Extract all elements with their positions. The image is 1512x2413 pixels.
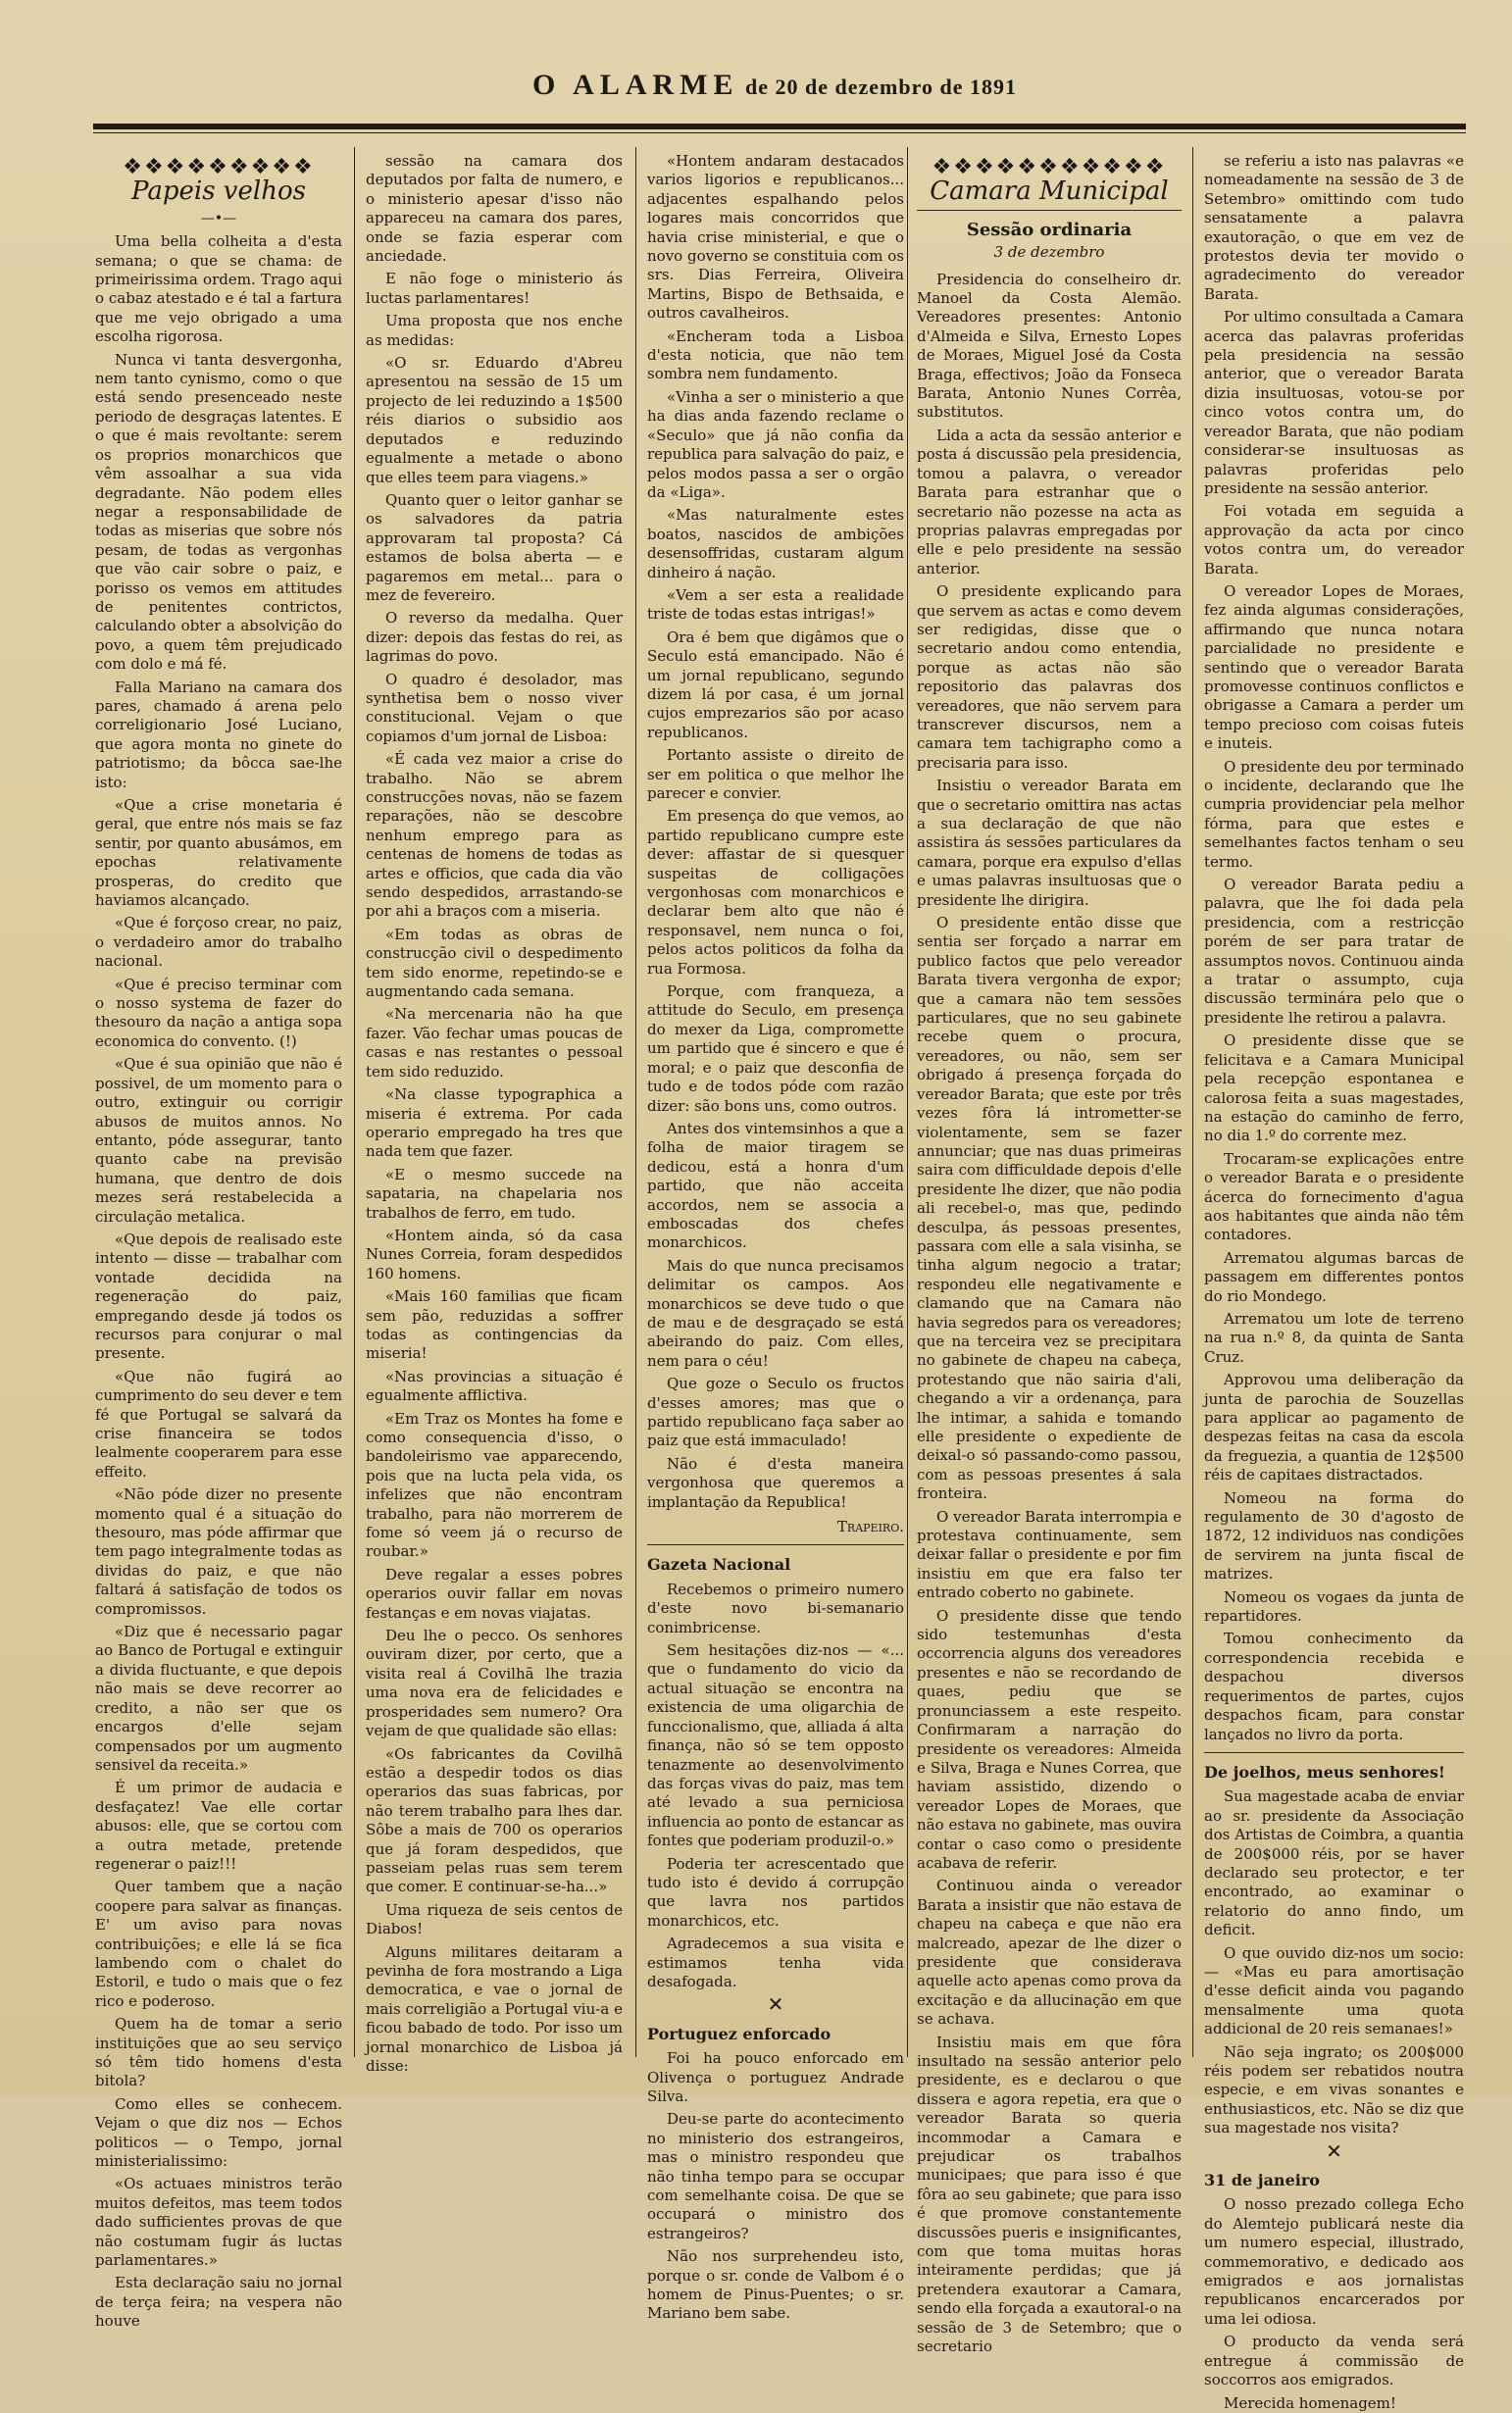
paragraph: Recebemos o primeiro numero d'este novo bi-semanario conimbricense. [647,1580,904,1636]
paragraph: Por ultimo consultada a Camara acerca das palavras proferidas pela presidencia na sessão anterior, que o vereador Barata dizia insultuosas, votou-se por cinco votos contra um, do vereador Barata, que não podiam considerar-se insultuosas as palavras proferidas pelo presidente na sessão anterior. [1204,308,1464,497]
paragraph: O quadro é desolador, mas synthetisa bem o nosso viver constitucional. Vejam o que copiamos d'um jornal de Lisboa: [366,670,623,745]
separator: —•— [200,210,237,226]
paragraph: «Mais 160 familias que ficam sem pão, reduzidas a soffrer todas as contingencias da miseria! [366,1287,623,1363]
paragraph: O presidente disse que se felicitava e a Camara Municipal pela recepção espontanea e calorosa feita a suas magestades, na estação do caminho de ferro, no dia 1.º do corrente mez. [1204,1031,1464,1145]
article-body [95,232,342,2331]
session-heading: Sessão ordinaria [966,219,1133,240]
paragraph: «É cada vez maior a crise do trabalho. Não se abrem construcções novas, não se fazem reparações, não se descobre nenhum emprego para as centenas de homens de todas as artes e officios, que cada dia vão sendo despedidos, arrastando-se por ahi a braços com a miseria. [366,750,623,921]
paragraph: «Encheram toda a Lisboa d'esta noticia, que não tem sombra nem fundamento. [647,327,904,383]
paragraph: «Diz que é necessario pagar ao Banco de Portugal e extinguir a divida fluctuante, e que depois não mais se deve recorrer ao credito, a não ser que os encargos d'elle sejam compensados por um augmento sensivel da receita.» [95,1623,342,1774]
paragraph: «Hontem ainda, só da casa Nunes Correia, foram despedidos 160 homens. [366,1226,623,1282]
paragraph: Uma riqueza de seis centos de Diabos! [366,1900,623,1938]
paragraph: «Em todas as obras de construcção civil o despedimento tem sido enorme, repetindo-se e augmentando cada semana. [366,925,623,1001]
paragraph: Tomou conhecimento da correspondencia recebida e despachou diversos requerimentos de partes, cujos despachos ficam, para constar lançados no livro da porta. [1204,1630,1464,1743]
paragraph: Agradecemos a sua visita e estimamos tenha vida desafogada. [647,1935,904,1990]
paragraph: «Que não fugirá ao cumprimento do seu dever e tem fé que Portugal se salvará da crise financeira se todos lealmente cooperarem para esse effeito. [95,1367,342,1481]
masthead-rule [93,124,1466,129]
paragraph: Esta declaração saiu no jornal de terça feira; na vespera não houve [95,2274,342,2331]
paragraph: Em presença do que vemos, ao partido republicano cumpre este dever: affastar de si quesquer suspeitas de colligações vergonhosas com monarchicos e declarar bem alto que não é responsavel, nem nunca o foi, pelos actos politicos da folha da rua Formosa. [647,807,904,978]
paragraph: «Que é forçoso crear, no paiz, o verdadeiro amor do trabalho nacional. [95,914,342,971]
paragraph: «Vinha a ser o ministerio a que ha dias anda fazendo reclame o «Seculo» que já não confia da republica para salvação do paiz, e pelos modos passa a ser o orgão da «Liga». [647,387,904,501]
masthead [88,69,1461,108]
paragraph: Como elles se conhecem. Vejam o que diz nos — Echos politicos — o Tempo, jornal ministerialissimo: [95,2094,342,2171]
paragraph: «Que a crise monetaria é geral, que entre nós mais se faz sentir, por quanto abusámos, em epochas relativamente prosperas, do credito que haviamos alcançado. [95,796,342,910]
paragraph: Arrematou um lote de terreno na rua n.º 8, da quinta de Santa Cruz. [1204,1309,1464,1366]
signature: Trapeiro. [836,1518,904,1536]
paragraph: Merecida homenagem! [1224,2393,1396,2412]
paragraph: É um primor de audacia e desfaçatez! Vae elle cortar abusos: elle, que se cortou com a outra metade, pretende regenerar o paiz!!! [95,1779,342,1873]
paragraph: «Hontem andaram destacados varios ligorios e republicanos... adjacentes espalhando pelos logares mais concorridos que havia crise ministerial, e que o novo governo se constituia com os srs. Dias Ferreira, Oliveira Martins, Bispo de Bethsaida, e outros cavalheiros. [647,152,904,323]
ornament-border: ❖❖❖❖❖❖❖❖❖ [123,155,315,179]
paragraph: Continuou ainda o vereador Barata a insistir que não estava de chapeu na cabeça e que não era malcreado, apezar de lhe dizer o presidente que considerava aquelle acto apenas como prova da excitação e da allucinação em que se achava. [917,1877,1182,2029]
article-body [1204,152,1464,1744]
paragraph: Não é d'esta maneira vergonhosa que queremos a implantação da Republica! [647,1454,904,1511]
paragraph: O producto da venda será entregue á commissão de soccorros aos emigrados. [1204,2333,1464,2389]
paragraph: «Que depois de realisado este intento — disse — trabalhar com vontade decidida na regeneração do paiz, empregando desde já todos os recursos para conjurar o mal presente. [95,1230,342,1363]
paragraph: se referiu a isto nas palavras «e nomeadamente na sessão de 3 de Setembro» omittindo com tudo sensatamente a palavra exautoração, o que em vez de protestos devia ter movido o agradecimento do vereador Barata. [1204,152,1464,303]
paragraph: Presidencia do conselheiro dr. Manoel da Costa Alemão. Vereadores presentes: Antonio d'Almeida e Silva, Ernesto Lopes de Moraes, Miguel José da Costa Braga, effectivos; João da Fonseca Barata, Antonio Nunes Corrêa, substitutos. [917,270,1182,422]
paragraph: Foi votada em seguida a approvação da acta por cinco votos contra um, do vereador Barata. [1204,502,1464,578]
column-3 [647,152,904,2323]
paragraph: O reverso da medalha. Quer dizer: depois das festas do rei, as lagrimas do povo. [366,609,623,666]
article-body [647,2049,904,2324]
paragraph: «Na mercenaria não ha que fazer. Vão fechar umas poucas de casas e nas restantes o pessoal tem sido reduzido. [366,1005,623,1081]
paragraph: Lida a acta da sessão anterior e posta á discussão pela presidencia, tomou a palavra, o vereador Barata para estranhar que o secretario não pozesse na acta as proprias palavras empregadas por elle e pelo presidente na sessão anterior. [917,426,1182,578]
paragraph: Nunca vi tanta desvergonha, nem tanto cynismo, como o que está sendo presenceado neste periodo de desgraças latentes. E o que é mais revoltante: serem os proprios monarchicos que vêm assoalhar a sua vida degradante. Não podem elles negar a responsabilidade de todas as miserias que sobre nós pesam, de todas as vergonhas que vão cair sobre o paiz, e porisso os vemos em attitudes de penitentes contrictos, calculando obter a absolvição do povo, a quem têm prejudicado com dolo e má fé. [95,350,342,674]
article-body [1204,1787,1464,2137]
article-body [647,152,904,1512]
paragraph: Portanto assiste o direito de ser em politica o que melhor lhe parecer e convier. [647,746,904,802]
cross-separator: ✕ [1326,2138,1342,2163]
cross-separator: ✕ [767,1992,784,2017]
paragraph: Insistiu mais em que fôra insultado na sessão anterior pelo presidente, es e declarou o que dissera e agora repetia, era que o vereador Barata so queria incommodar a Camara e prejudicar os trabalhos municipaes; que para isso é que fôra ao seu gabinete; que para isso é que promove constantemente discussões pueris e insignificantes, com que toma muitas horas inteiramente perdidas; que já pretendera exautorar a Camara, sendo ella forçada a exautoral-o na sessão de 3 de Setembro; que o secretario [917,2033,1182,2356]
paragraph: O nosso prezado collega Echo do Alemtejo publicará neste dia um numero especial, illustrado, commemorativo, e dedicado aos emigrados e aos jornalistas republicanos encarcerados por uma lei odiosa. [1204,2195,1464,2328]
paragraph: Quanto quer o leitor ganhar se os salvadores da patria approvaram tal proposta? Cá estamos de bolsa aberta — e pagaremos em metal... para o mez de fevereiro. [366,490,623,604]
paragraph: Deu-se parte do acontecimento no ministerio dos estrangeiros, mas o ministro respondeu que não tinha tempo para se occupar com semelhante coisa. De que se occupará o ministro dos estrangeiros? [647,2110,904,2242]
paragraph: «E o mesmo succede na sapataria, na chapelaria nos trabalhos de ferro, em tudo. [366,1165,623,1222]
paragraph: Poderia ter acrescentado que tudo isto é devido á corrupção que lavra nos partidos monarchicos, etc. [647,1854,904,1930]
session-date: 3 de dezembro [993,243,1105,262]
paragraph: Deu lhe o pecco. Os senhores ouviram dizer, por certo, que a visita real á Covilhã lhe trazia uma nova era de felicidades e prosperidades sem numero? Ora vejam de que qualidade são ellas: [366,1627,623,1740]
paragraph: «Os actuaes ministros terão muitos defeitos, mas teem todos dado sufficientes provas de que não costumam fugir ás luctas parlamentares.» [95,2175,342,2270]
paragraph: «Vem a ser esta a realidade triste de todas estas intrigas!» [647,585,904,624]
paragraph: O presidente explicando para que servem as actas e como devem ser redigidas, disse que o secretario andou como entendia, porque as actas não são repositorio das palavras dos vereadores, que não servem para transcrever discursos, nem a camara tem tachigrapho como a precisaria para isso. [917,582,1182,772]
paragraph: «O sr. Eduardo d'Abreu apresentou na sessão de 15 um projecto de lei reduzindo a 1$500 réis diarios o subsidio aos deputados e reduzindo egualmente a metade o abono que elles teem para viagens.» [366,354,623,486]
article-title-papeis-velhos: Papeis velhos [131,176,306,207]
paragraph: Uma proposta que nos enche as medidas: [366,312,623,349]
paragraph: Não nos surprehendeu isto, porque o sr. conde de Valbom é o homem de Pinus-Puentes; o sr. Mariano bem sabe. [647,2247,904,2323]
ornament-border: ❖❖❖❖❖❖❖❖❖❖❖ [932,155,1167,179]
paragraph: «Na classe typographica a miseria é extrema. Por cada operario empregado ha tres que nada tem que fazer. [366,1085,623,1161]
paragraph: Falla Mariano na camara dos pares, chamado á arena pelo correligionario José Luciano, que agora monta no ginete do patriotismo; da bôcca sae-lhe isto: [95,678,342,791]
paragraph: Uma bella colheita a d'esta semana; o que se chama: de primeirissima ordem. Trago aqui o cabaz atestado e é tal a fartura que me vejo obrigado a uma escolha rigorosa. [95,232,342,346]
paragraph: Que goze o Seculo os fructos d'esses amores; mas que o partido republicano faça saber ao paiz que está immaculado! [647,1375,904,1450]
issue-date: de 20 de dezembro de 1891 [745,75,1017,99]
paragraph: «Nas provincias a situação é egualmente afflictiva. [366,1367,623,1405]
paragraph: O que ouvido diz-nos um socio: — «Mas eu para amortisação d'esse deficit ainda vou pagando mensalmente uma quota addicional de 20 reis semanaes!» [1204,1943,1464,2038]
column-4 [917,152,1182,2356]
paragraph: Não seja ingrato; os 200$000 réis podem ser rebatidos noutra especie, e em vivas sonantes e enthusiasticos, etc. Não se diz que sua magestade nos visita? [1204,2042,1464,2137]
paragraph: Porque, com franqueza, a attitude do Seculo, em presença do mexer da Liga, compromette um partido que é sincero e que é moral; e o paiz que desconfia de tudo e de todos póde com razão dizer: são bons uns, como outros. [647,982,904,1115]
paragraph: O presidente disse que tendo sido testemunhas d'esta occorrencia alguns dos vereadores presentes e não se recordando de quaes, pediu que se pronunciassem a este respeito. Confirmaram a narração do presidente os vereadores: Almeida e Silva, Braga e Nunes Correa, que haviam assistido, dizendo o vereador Lopes de Moraes, que não estava no gabinete, mas ouvira contar o caso como o presidente acabava de referir. [917,1606,1182,1872]
paragraph: Mais do que nunca precisamos delimitar os campos. Aos monarchicos se deve tudo o que de mau e de desgraçado se está abeirando do paiz. Com elles, nem para o céu! [647,1256,904,1370]
paragraph: «Em Traz os Montes ha fome e como consequencia d'isso, o bandoleirismo vae apparecendo, pois que na lucta pela vida, os infelizes que não encontram trabalho, para não morrerem de fome só veem já o recurso de roubar.» [366,1409,623,1561]
column-5 [1204,152,1464,2412]
paragraph: Alguns militares deitaram a pevinha de fora mostrando a Liga democratica, e vae o jornal de mais correligião a Portugal viu-a e ficou babado de todo. Por isso um jornal monarchico de Lisboa já disse: [366,1942,623,2075]
paragraph: Antes dos vintemsinhos a que a folha de maior tiragem se dedicou, está a honra d'um partido, que não acceita accordos, nem se associa a emboscadas dos chefes monarchicos. [647,1119,904,1252]
article-title-31-de-janeiro: 31 de janeiro [1204,2171,1320,2190]
paragraph: O presidente deu por terminado o incidente, declarando que lhe cumpria providenciar pela melhor fórma, para que estes e semelhantes factos tenham o seu termo. [1204,757,1464,871]
paragraph: «Mas naturalmente estes boatos, nascidos de ambições desensoffridas, custaram algum dinheiro á nação. [647,506,904,581]
paragraph: O vereador Barata interrompia e protestava continuamente, sem deixar fallar o presidente e por fim insistiu em que era falso ter entrado coberto no gabinete. [917,1507,1182,1602]
divider [1204,1752,1464,1753]
divider [647,1544,904,1545]
article-title-portuguez-enforcado: Portuguez enforcado [647,2024,832,2043]
paragraph: Nomeou na forma do regulamento de 30 d'agosto de 1872, 12 individuos nas condições de servirem na junta fiscal de matrizes. [1204,1488,1464,1584]
paragraph: «Os fabricantes da Covilhã estão a despedir todos os dias operarios das suas fabricas, por não terem trabalho para lhes dar. Sôbe a mais de 700 os operarios que já foram despedidos, que passeiam pelas ruas sem terem que comer. E continuar-se-ha...» [366,1744,623,1896]
paragraph: O vereador Lopes de Moraes, fez ainda algumas considerações, affirmando que nunca notara parcialidade no presidente e sentindo que o vereador Barata promovesse continuos conflictos e obrigasse a Camara a perder um tempo precioso com coisas futeis e inuteis. [1204,581,1464,753]
article-title-de-joelhos: De joelhos, meus senhores! [1204,1762,1445,1782]
article-body [917,271,1182,2357]
paragraph: Foi ha pouco enforcado em Olivença o portuguez Andrade Silva. [647,2049,904,2105]
paragraph: Nomeou os vogaes da junta de repartidores. [1204,1587,1464,1626]
column-divider [354,147,355,2057]
article-body [366,152,623,2076]
column-divider [1192,147,1193,2057]
article-body [1204,2195,1464,2412]
column-2 [366,152,623,2075]
paragraph: Trocaram-se explicações entre o vereador Barata e o presidente ácerca do fornecimento d'agua aos habitantes que ainda não têm contadores. [1204,1149,1464,1244]
newspaper-name: O ALARME [532,69,739,101]
paragraph: «Que é sua opinião que não é possivel, de um momento para o outro, extinguir ou corrigir abusos de muitos annos. No entanto, póde assegurar, tanto quanto cabe na previsão humana, que dentro de dois mezes será restabelecida a circulação metalica. [95,1055,342,1226]
paragraph: O presidente então disse que sentia ser forçado a narrar em publico factos que pelo vereador Barata tivera vergonha de expor; que a camara não tem sessões particulares, que no seu gabinete recebe quem o procura, vereadores, ou não, sem ser obrigado á presença forçada do vereador Barata; que este por três vezes fôra lá intrometter-se violentamente, sem se fazer annunciar; que nas duas primeiras saira com difficuldade depois d'elle presidente lhe dizer, que não podia ali recebel-o, mas que, pedindo desculpa, ás pessoas presentes, passara com elle a sala visinha, se tinha algum negocio a tratar; respondeu elle negativamente e clamando que na Camara não havia segredos para os vereadores; que na terceira vez se precipitara no gabinete de chapeu na cabeça, protestando que não sairia d'ali, chegando a vir a ordenança, para lhe intimar, a sahida e tomando elle presidente o expediente de deixal-o só passando-como passou, com as pessoas presentes á sala fronteira. [917,914,1182,1503]
paragraph: O vereador Barata pediu a palavra, que lhe foi dada pela presidencia, com a restricção porém de ser para tratar de assumptos novos. Continuou ainda a tratar o assumpto, cuja discussão terminára pelo que o presidente lhe retirou a palavra. [1204,876,1464,1027]
article-body [647,1581,904,1992]
paragraph: Deve regalar a esses pobres operarios ouvir fallar em novas festanças e em novas viajatas. [366,1565,623,1622]
paragraph: sessão na camara dos deputados por falta de numero, e o ministerio apesar d'isso não appareceu na camara dos pares, onde se fazia esperar com anciedade. [366,152,623,266]
paragraph: Ora é bem que digâmos que o Seculo está emancipado. Não é um jornal republicano, segundo dizem lá por casa, é um jornal cujos emprezarios são por acaso republicanos. [647,628,904,741]
paragraph: «Não póde dizer no presente momento qual é a situação do thesouro, mas póde affirmar que tem pago integralmente todas as dividas do paiz, e que não faltará á satisfação de todos os compromissos. [95,1485,342,1618]
paragraph: «Que é preciso terminar com o nosso systema de fazer do thesouro da nação a antiga sopa economica do convento. (!) [95,975,342,1050]
paragraph: Quem ha de tomar a serio instituições que ao seu serviço só têm tido homens d'esta bitola? [95,2015,342,2090]
paragraph: Sem hesitações diz-nos — «... que o fundamento do vicio da actual situação se encontra na existencia de uma oligarchia de funccionalismo, que, alliada á alta finança, não só se tem opposto tenazmente ao desenvolvimento das forças vivas do paiz, mas tem até levado a sua perniciosa influencia ao ponto de estancar as fontes que poderiam produzil-o.» [647,1641,904,1850]
masthead-rule-thin [93,132,1466,133]
article-title-camara-municipal: Camara Municipal [930,176,1169,207]
paragraph: Insistiu o vereador Barata em que o secretario omittira nas actas a sua declaração de que não assistira ás sessões particulares da camara, porque era expulso d'ellas e umas palavras insultuosas que o presidente lhe dirigira. [917,777,1182,909]
paragraph: Arrematou algumas barcas de passagem em differentes pontos do rio Mondego. [1204,1248,1464,1305]
column-divider [635,147,636,2057]
column-1 [95,152,342,2331]
divider [917,210,1182,211]
column-divider [907,147,908,2057]
paragraph: E não foge o ministerio ás luctas parlamentares! [366,270,623,307]
paragraph: Approvou uma deliberação da junta de parochia de Souzellas para applicar ao pagamento de despezas feitas na casa da escola da freguezia, a quantia de 12$500 réis de capitaes distractados. [1204,1371,1464,1484]
article-title-gazeta-nacional: Gazeta Nacional [647,1555,791,1575]
paragraph: Sua magestade acaba de enviar ao sr. presidente da Associação dos Artistas de Coimbra, a quantia de 200$000 réis, por se haver declarado seu protector, e ter encontrado, ao examinar o relatorio do anno findo, um deficit. [1204,1787,1464,1939]
paragraph: Quer tambem que a nação coopere para salvar as finanças. E' um aviso para novas contribuições; e elle lá se fica lambendo com o chalet do Estoril, e tudo o mais que o fez rico e poderoso. [95,1878,342,2010]
